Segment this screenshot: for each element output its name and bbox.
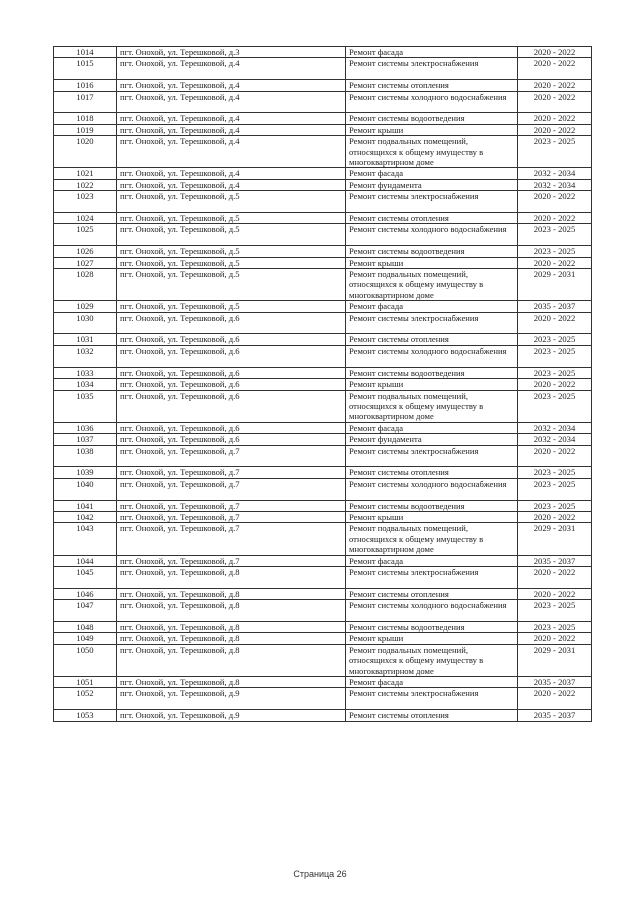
row-number-cell: 1014 bbox=[54, 47, 117, 58]
row-number-cell: 1018 bbox=[54, 113, 117, 124]
row-number-cell: 1030 bbox=[54, 312, 117, 334]
work-type-cell: Ремонт системы электроснабжения bbox=[346, 566, 518, 588]
row-number-cell: 1020 bbox=[54, 136, 117, 168]
table-row bbox=[54, 566, 592, 588]
work-type-cell: Ремонт системы холодного водоснабжения bbox=[346, 91, 518, 113]
address-cell: пгт. Онохой, ул. Терешковой, д.4 bbox=[117, 58, 346, 80]
period-cell: 2020 - 2022 bbox=[518, 445, 592, 467]
table-row bbox=[54, 467, 592, 478]
row-number-cell: 1016 bbox=[54, 80, 117, 91]
period-cell: 2023 - 2025 bbox=[518, 334, 592, 345]
work-type-cell: Ремонт фундамента bbox=[346, 434, 518, 445]
address-cell: пгт. Онохой, ул. Терешковой, д.5 bbox=[117, 301, 346, 312]
row-number-cell: 1048 bbox=[54, 621, 117, 632]
address-cell: пгт. Онохой, ул. Терешковой, д.6 bbox=[117, 312, 346, 334]
period-cell: 2032 - 2034 bbox=[518, 434, 592, 445]
row-number-cell: 1034 bbox=[54, 379, 117, 390]
address-cell: пгт. Онохой, ул. Терешковой, д.4 bbox=[117, 179, 346, 190]
work-type-cell: Ремонт подвальных помещений, относящихся к общему имуществу в многоквартирном доме bbox=[346, 136, 518, 168]
table-row bbox=[54, 179, 592, 190]
address-cell: пгт. Онохой, ул. Терешковой, д.4 bbox=[117, 91, 346, 113]
period-cell: 2032 - 2034 bbox=[518, 168, 592, 179]
table-row bbox=[54, 257, 592, 268]
address-cell: пгт. Онохой, ул. Терешковой, д.8 bbox=[117, 633, 346, 644]
row-number-cell: 1050 bbox=[54, 644, 117, 676]
address-cell: пгт. Онохой, ул. Терешковой, д.7 bbox=[117, 500, 346, 511]
table-row bbox=[54, 422, 592, 433]
period-cell: 2035 - 2037 bbox=[518, 677, 592, 688]
row-number-cell: 1025 bbox=[54, 224, 117, 246]
address-cell: пгт. Онохой, ул. Терешковой, д.7 bbox=[117, 523, 346, 555]
address-cell: пгт. Онохой, ул. Терешковой, д.5 bbox=[117, 224, 346, 246]
work-type-cell: Ремонт системы электроснабжения bbox=[346, 688, 518, 710]
table-row bbox=[54, 621, 592, 632]
address-cell: пгт. Онохой, ул. Терешковой, д.8 bbox=[117, 677, 346, 688]
table-row bbox=[54, 113, 592, 124]
table-row bbox=[54, 312, 592, 334]
table-row bbox=[54, 136, 592, 168]
address-cell: пгт. Онохой, ул. Терешковой, д.5 bbox=[117, 257, 346, 268]
address-cell: пгт. Онохой, ул. Терешковой, д.6 bbox=[117, 345, 346, 367]
work-type-cell: Ремонт крыши bbox=[346, 511, 518, 522]
table-row bbox=[54, 224, 592, 246]
row-number-cell: 1035 bbox=[54, 390, 117, 422]
row-number-cell: 1026 bbox=[54, 246, 117, 257]
period-cell: 2020 - 2022 bbox=[518, 191, 592, 213]
table-row bbox=[54, 124, 592, 135]
address-cell: пгт. Онохой, ул. Терешковой, д.6 bbox=[117, 390, 346, 422]
row-number-cell: 1037 bbox=[54, 434, 117, 445]
period-cell: 2020 - 2022 bbox=[518, 379, 592, 390]
table-row bbox=[54, 434, 592, 445]
address-cell: пгт. Онохой, ул. Терешковой, д.4 bbox=[117, 80, 346, 91]
table-row bbox=[54, 58, 592, 80]
address-cell: пгт. Онохой, ул. Терешковой, д.8 bbox=[117, 644, 346, 676]
work-type-cell: Ремонт системы водоотведения bbox=[346, 113, 518, 124]
page-number: Страница 26 bbox=[293, 869, 347, 879]
work-type-cell: Ремонт крыши bbox=[346, 379, 518, 390]
work-type-cell: Ремонт системы электроснабжения bbox=[346, 191, 518, 213]
address-cell: пгт. Онохой, ул. Терешковой, д.6 bbox=[117, 379, 346, 390]
table-row bbox=[54, 301, 592, 312]
work-type-cell: Ремонт фасада bbox=[346, 47, 518, 58]
work-type-cell: Ремонт системы холодного водоснабжения bbox=[346, 345, 518, 367]
work-type-cell: Ремонт подвальных помещений, относящихся к общему имуществу в многоквартирном доме bbox=[346, 269, 518, 301]
row-number-cell: 1038 bbox=[54, 445, 117, 467]
address-cell: пгт. Онохой, ул. Терешковой, д.6 bbox=[117, 422, 346, 433]
row-number-cell: 1045 bbox=[54, 566, 117, 588]
row-number-cell: 1036 bbox=[54, 422, 117, 433]
period-cell: 2020 - 2022 bbox=[518, 566, 592, 588]
table-row bbox=[54, 600, 592, 622]
row-number-cell: 1046 bbox=[54, 588, 117, 599]
work-type-cell: Ремонт системы водоотведения bbox=[346, 621, 518, 632]
table-row bbox=[54, 390, 592, 422]
address-cell: пгт. Онохой, ул. Терешковой, д.9 bbox=[117, 710, 346, 721]
address-cell: пгт. Онохой, ул. Терешковой, д.7 bbox=[117, 511, 346, 522]
work-type-cell: Ремонт фасада bbox=[346, 555, 518, 566]
period-cell: 2029 - 2031 bbox=[518, 269, 592, 301]
row-number-cell: 1040 bbox=[54, 478, 117, 500]
work-type-cell: Ремонт подвальных помещений, относящихся к общему имуществу в многоквартирном доме bbox=[346, 644, 518, 676]
work-type-cell: Ремонт крыши bbox=[346, 257, 518, 268]
period-cell: 2020 - 2022 bbox=[518, 257, 592, 268]
period-cell: 2035 - 2037 bbox=[518, 301, 592, 312]
period-cell: 2029 - 2031 bbox=[518, 523, 592, 555]
address-cell: пгт. Онохой, ул. Терешковой, д.6 bbox=[117, 434, 346, 445]
table-row bbox=[54, 213, 592, 224]
period-cell: 2020 - 2022 bbox=[518, 113, 592, 124]
work-type-cell: Ремонт системы водоотведения bbox=[346, 246, 518, 257]
address-cell: пгт. Онохой, ул. Терешковой, д.5 bbox=[117, 191, 346, 213]
work-type-cell: Ремонт подвальных помещений, относящихся к общему имуществу в многоквартирном доме bbox=[346, 523, 518, 555]
period-cell: 2023 - 2025 bbox=[518, 600, 592, 622]
row-number-cell: 1029 bbox=[54, 301, 117, 312]
period-cell: 2020 - 2022 bbox=[518, 633, 592, 644]
table-row bbox=[54, 523, 592, 555]
table-row bbox=[54, 246, 592, 257]
table-row bbox=[54, 644, 592, 676]
period-cell: 2023 - 2025 bbox=[518, 390, 592, 422]
row-number-cell: 1031 bbox=[54, 334, 117, 345]
period-cell: 2023 - 2025 bbox=[518, 224, 592, 246]
table-row bbox=[54, 367, 592, 378]
table-row bbox=[54, 445, 592, 467]
period-cell: 2032 - 2034 bbox=[518, 179, 592, 190]
period-cell: 2035 - 2037 bbox=[518, 710, 592, 721]
address-cell: пгт. Онохой, ул. Терешковой, д.9 bbox=[117, 688, 346, 710]
address-cell: пгт. Онохой, ул. Терешковой, д.7 bbox=[117, 467, 346, 478]
work-type-cell: Ремонт системы отопления bbox=[346, 710, 518, 721]
period-cell: 2020 - 2022 bbox=[518, 80, 592, 91]
period-cell: 2032 - 2034 bbox=[518, 422, 592, 433]
work-type-cell: Ремонт системы электроснабжения bbox=[346, 312, 518, 334]
work-type-cell: Ремонт системы водоотведения bbox=[346, 367, 518, 378]
work-type-cell: Ремонт системы отопления bbox=[346, 213, 518, 224]
work-type-cell: Ремонт крыши bbox=[346, 633, 518, 644]
row-number-cell: 1017 bbox=[54, 91, 117, 113]
period-cell: 2020 - 2022 bbox=[518, 511, 592, 522]
address-cell: пгт. Онохой, ул. Терешковой, д.6 bbox=[117, 334, 346, 345]
row-number-cell: 1032 bbox=[54, 345, 117, 367]
table-row bbox=[54, 379, 592, 390]
row-number-cell: 1041 bbox=[54, 500, 117, 511]
repair-schedule-table bbox=[53, 46, 592, 722]
address-cell: пгт. Онохой, ул. Терешковой, д.6 bbox=[117, 367, 346, 378]
address-cell: пгт. Онохой, ул. Терешковой, д.7 bbox=[117, 555, 346, 566]
table-row bbox=[54, 688, 592, 710]
period-cell: 2023 - 2025 bbox=[518, 467, 592, 478]
work-type-cell: Ремонт системы водоотведения bbox=[346, 500, 518, 511]
period-cell: 2035 - 2037 bbox=[518, 555, 592, 566]
row-number-cell: 1047 bbox=[54, 600, 117, 622]
row-number-cell: 1053 bbox=[54, 710, 117, 721]
period-cell: 2023 - 2025 bbox=[518, 478, 592, 500]
period-cell: 2020 - 2022 bbox=[518, 312, 592, 334]
work-type-cell: Ремонт фасада bbox=[346, 422, 518, 433]
table-row bbox=[54, 633, 592, 644]
table-row bbox=[54, 500, 592, 511]
work-type-cell: Ремонт системы отопления bbox=[346, 80, 518, 91]
work-type-cell: Ремонт крыши bbox=[346, 124, 518, 135]
address-cell: пгт. Онохой, ул. Терешковой, д.5 bbox=[117, 213, 346, 224]
work-type-cell: Ремонт системы отопления bbox=[346, 334, 518, 345]
row-number-cell: 1024 bbox=[54, 213, 117, 224]
row-number-cell: 1015 bbox=[54, 58, 117, 80]
row-number-cell: 1051 bbox=[54, 677, 117, 688]
work-type-cell: Ремонт системы холодного водоснабжения bbox=[346, 478, 518, 500]
row-number-cell: 1023 bbox=[54, 191, 117, 213]
table-row bbox=[54, 47, 592, 58]
address-cell: пгт. Онохой, ул. Терешковой, д.4 bbox=[117, 124, 346, 135]
work-type-cell: Ремонт подвальных помещений, относящихся к общему имуществу в многоквартирном доме bbox=[346, 390, 518, 422]
table-row bbox=[54, 91, 592, 113]
address-cell: пгт. Онохой, ул. Терешковой, д.5 bbox=[117, 246, 346, 257]
period-cell: 2023 - 2025 bbox=[518, 500, 592, 511]
row-number-cell: 1033 bbox=[54, 367, 117, 378]
period-cell: 2023 - 2025 bbox=[518, 621, 592, 632]
address-cell: пгт. Онохой, ул. Терешковой, д.3 bbox=[117, 47, 346, 58]
address-cell: пгт. Онохой, ул. Терешковой, д.4 bbox=[117, 136, 346, 168]
row-number-cell: 1042 bbox=[54, 511, 117, 522]
period-cell: 2020 - 2022 bbox=[518, 688, 592, 710]
table-row bbox=[54, 588, 592, 599]
address-cell: пгт. Онохой, ул. Терешковой, д.8 bbox=[117, 588, 346, 599]
period-cell: 2029 - 2031 bbox=[518, 644, 592, 676]
work-type-cell: Ремонт системы электроснабжения bbox=[346, 58, 518, 80]
address-cell: пгт. Онохой, ул. Терешковой, д.4 bbox=[117, 168, 346, 179]
period-cell: 2023 - 2025 bbox=[518, 136, 592, 168]
row-number-cell: 1021 bbox=[54, 168, 117, 179]
address-cell: пгт. Онохой, ул. Терешковой, д.4 bbox=[117, 113, 346, 124]
table-row bbox=[54, 511, 592, 522]
table-row bbox=[54, 710, 592, 721]
row-number-cell: 1027 bbox=[54, 257, 117, 268]
work-type-cell: Ремонт фасада bbox=[346, 677, 518, 688]
address-cell: пгт. Онохой, ул. Терешковой, д.7 bbox=[117, 478, 346, 500]
period-cell: 2023 - 2025 bbox=[518, 345, 592, 367]
work-type-cell: Ремонт фасада bbox=[346, 168, 518, 179]
work-type-cell: Ремонт системы отопления bbox=[346, 467, 518, 478]
address-cell: пгт. Онохой, ул. Терешковой, д.5 bbox=[117, 269, 346, 301]
row-number-cell: 1028 bbox=[54, 269, 117, 301]
work-type-cell: Ремонт системы холодного водоснабжения bbox=[346, 224, 518, 246]
row-number-cell: 1043 bbox=[54, 523, 117, 555]
table-row bbox=[54, 478, 592, 500]
row-number-cell: 1049 bbox=[54, 633, 117, 644]
period-cell: 2020 - 2022 bbox=[518, 588, 592, 599]
work-type-cell: Ремонт системы электроснабжения bbox=[346, 445, 518, 467]
table-row bbox=[54, 80, 592, 91]
work-type-cell: Ремонт фасада bbox=[346, 301, 518, 312]
work-type-cell: Ремонт системы холодного водоснабжения bbox=[346, 600, 518, 622]
period-cell: 2020 - 2022 bbox=[518, 58, 592, 80]
address-cell: пгт. Онохой, ул. Терешковой, д.7 bbox=[117, 445, 346, 467]
address-cell: пгт. Онохой, ул. Терешковой, д.8 bbox=[117, 621, 346, 632]
row-number-cell: 1044 bbox=[54, 555, 117, 566]
table-row bbox=[54, 555, 592, 566]
row-number-cell: 1039 bbox=[54, 467, 117, 478]
period-cell: 2023 - 2025 bbox=[518, 246, 592, 257]
table-row bbox=[54, 345, 592, 367]
address-cell: пгт. Онохой, ул. Терешковой, д.8 bbox=[117, 600, 346, 622]
work-type-cell: Ремонт фундамента bbox=[346, 179, 518, 190]
table-row bbox=[54, 269, 592, 301]
period-cell: 2020 - 2022 bbox=[518, 47, 592, 58]
table-row bbox=[54, 334, 592, 345]
period-cell: 2020 - 2022 bbox=[518, 213, 592, 224]
period-cell: 2020 - 2022 bbox=[518, 124, 592, 135]
table-body bbox=[54, 47, 592, 722]
row-number-cell: 1022 bbox=[54, 179, 117, 190]
period-cell: 2020 - 2022 bbox=[518, 91, 592, 113]
work-type-cell: Ремонт системы отопления bbox=[346, 588, 518, 599]
table-row bbox=[54, 191, 592, 213]
address-cell: пгт. Онохой, ул. Терешковой, д.8 bbox=[117, 566, 346, 588]
row-number-cell: 1019 bbox=[54, 124, 117, 135]
table-row bbox=[54, 168, 592, 179]
row-number-cell: 1052 bbox=[54, 688, 117, 710]
table-row bbox=[54, 677, 592, 688]
period-cell: 2023 - 2025 bbox=[518, 367, 592, 378]
